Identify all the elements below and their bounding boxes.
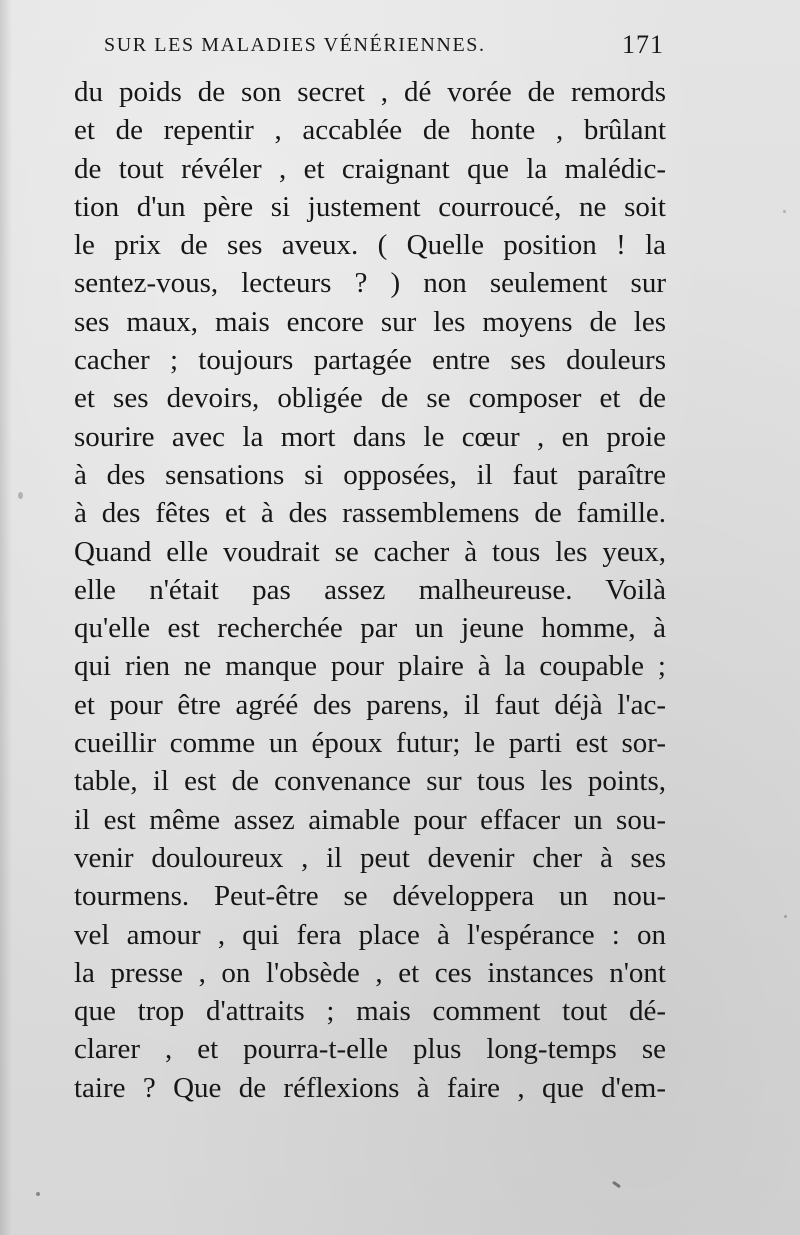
text-line: cueillir comme un époux futur; le parti est sor- (74, 727, 666, 760)
text-line: à des sensations si opposées, il faut paraître (74, 458, 666, 491)
text-line: Quand elle voudrait se cacher à tous les yeux, (74, 535, 666, 568)
running-head: SUR LES MALADIES VÉNÉRIENNES. (104, 34, 486, 56)
text-line: tourmens. Peut-être se développera un nou- (74, 880, 666, 913)
text-line: il est même assez aimable pour effacer un sou- (74, 803, 666, 836)
text-line: venir douloureux , il peut devenir cher à ses (74, 841, 666, 874)
text-line: et ses devoirs, obligée de se composer et de (74, 382, 666, 415)
text-line: du poids de son secret , dé vorée de remords (74, 76, 666, 108)
text-line: sentez-vous, lecteurs ? ) non seulement sur (74, 267, 666, 300)
text-line: taire ? Que de réflexions à faire , que d'em- (74, 1071, 666, 1104)
text-line: de tout révéler , et craignant que la malédic- (74, 152, 666, 185)
text-line: à des fêtes et à des rassemblemens de famille. (74, 497, 666, 530)
text-line: tion d'un père si justement courroucé, ne soit (74, 190, 666, 223)
text-line: cacher ; toujours partagée entre ses douleurs (74, 344, 666, 377)
text-line: qui rien ne manque pour plaire à la coupable ; (74, 650, 666, 683)
page-edge-shadow (0, 0, 12, 1235)
text-line: clarer , et pourra-t-elle plus long-temps se (74, 1033, 666, 1066)
text-line: que trop d'attraits ; mais comment tout dé- (74, 995, 666, 1028)
text-line: sourire avec la mort dans le cœur , en proie (74, 420, 666, 453)
text-line: elle n'était pas assez malheureuse. Voilà (74, 573, 666, 606)
page-number: 171 (622, 30, 664, 59)
text-line: ses maux, mais encore sur les moyens de les (74, 305, 666, 338)
text-line: et pour être agréé des parens, il faut déjà l'ac- (74, 688, 666, 721)
text-line: le prix de ses aveux. ( Quelle position ! la (74, 229, 666, 262)
text-line: et de repentir , accablée de honte , brûlant (74, 114, 666, 147)
text-line: vel amour , qui fera place à l'espérance : on (74, 918, 666, 951)
text-line: qu'elle est recherchée par un jeune homme, à (74, 612, 666, 645)
body-text (74, 73, 666, 1107)
text-line: la presse , on l'obsède , et ces instances n'ont (74, 956, 666, 989)
page-header (104, 30, 664, 66)
text-line: table, il est de convenance sur tous les points, (74, 765, 666, 798)
